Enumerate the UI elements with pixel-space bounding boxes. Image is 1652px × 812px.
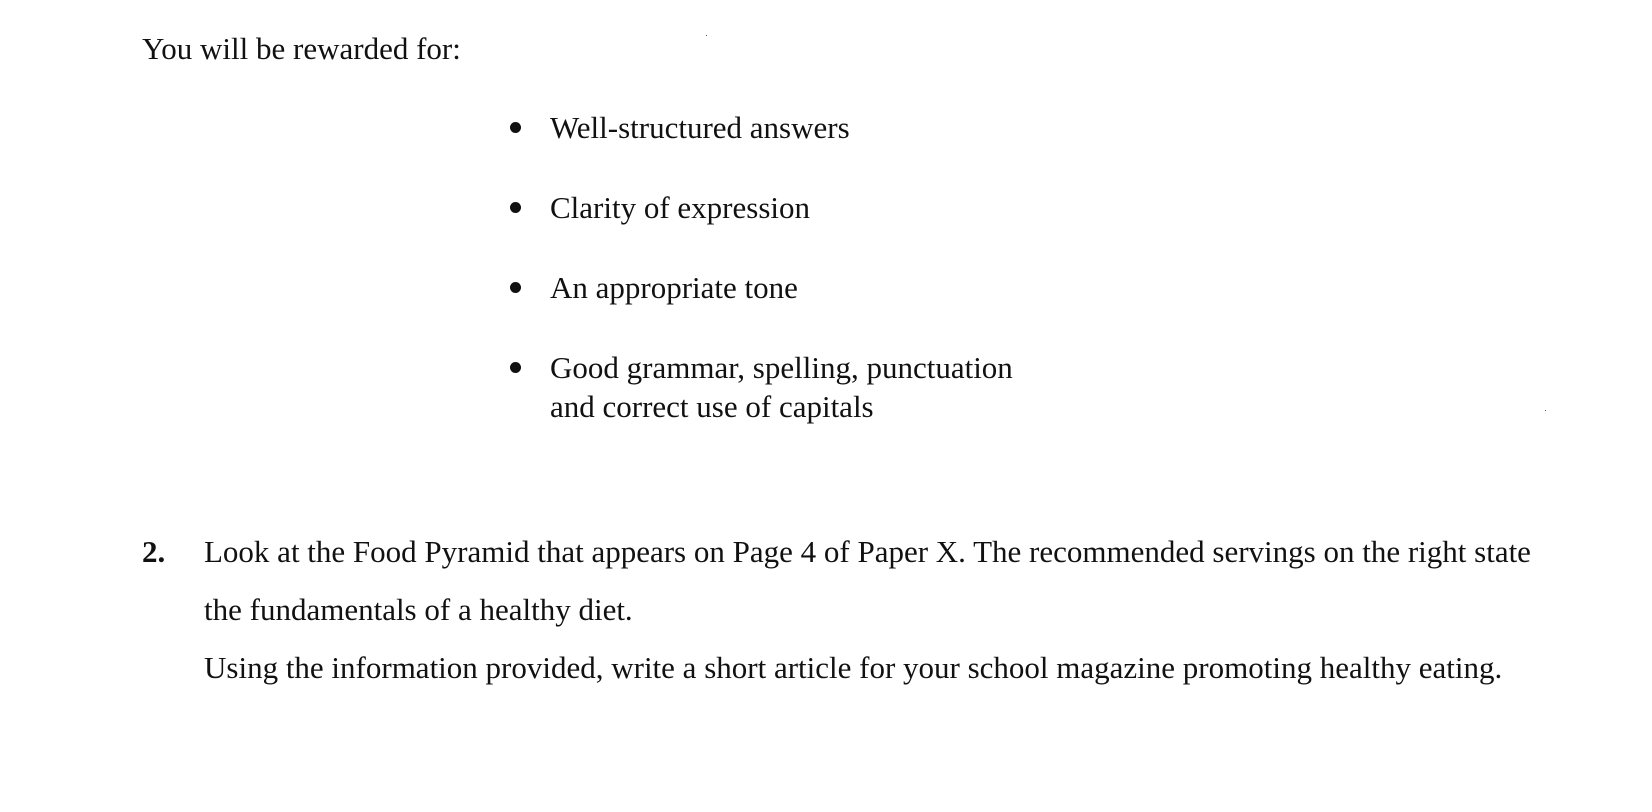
rewarded-heading: You will be rewarded for: — [142, 31, 461, 66]
question-body — [204, 523, 1542, 697]
criteria-item — [508, 268, 1013, 307]
scan-speck — [1545, 410, 1546, 411]
criteria-item — [508, 348, 1013, 426]
criteria-text-continued: and correct use of capitals — [550, 389, 874, 424]
question-paragraph: Look at the Food Pyramid that appears on Page 4 of Paper X. The recommended servings on the right state the fundamentals of a healthy diet. — [204, 534, 1531, 627]
criteria-text: An appropriate tone — [550, 270, 798, 305]
criteria-item — [508, 108, 1013, 147]
bullet-icon — [510, 122, 521, 133]
criteria-text: Well-structured answers — [550, 110, 850, 145]
criteria-text: Clarity of expression — [550, 190, 811, 225]
question-paragraph: Using the information provided, write a short article for your school magazine promoting healthy eating. — [204, 650, 1503, 685]
criteria-list — [508, 108, 1013, 467]
bullet-icon — [510, 282, 521, 293]
bullet-icon — [510, 362, 521, 373]
question-number: 2. — [142, 534, 166, 569]
bullet-icon — [510, 202, 521, 213]
scan-speck — [706, 35, 707, 36]
question-2 — [142, 523, 1542, 697]
criteria-text: Good grammar, spelling, punctuation — [550, 350, 1013, 385]
criteria-item — [508, 188, 1013, 227]
